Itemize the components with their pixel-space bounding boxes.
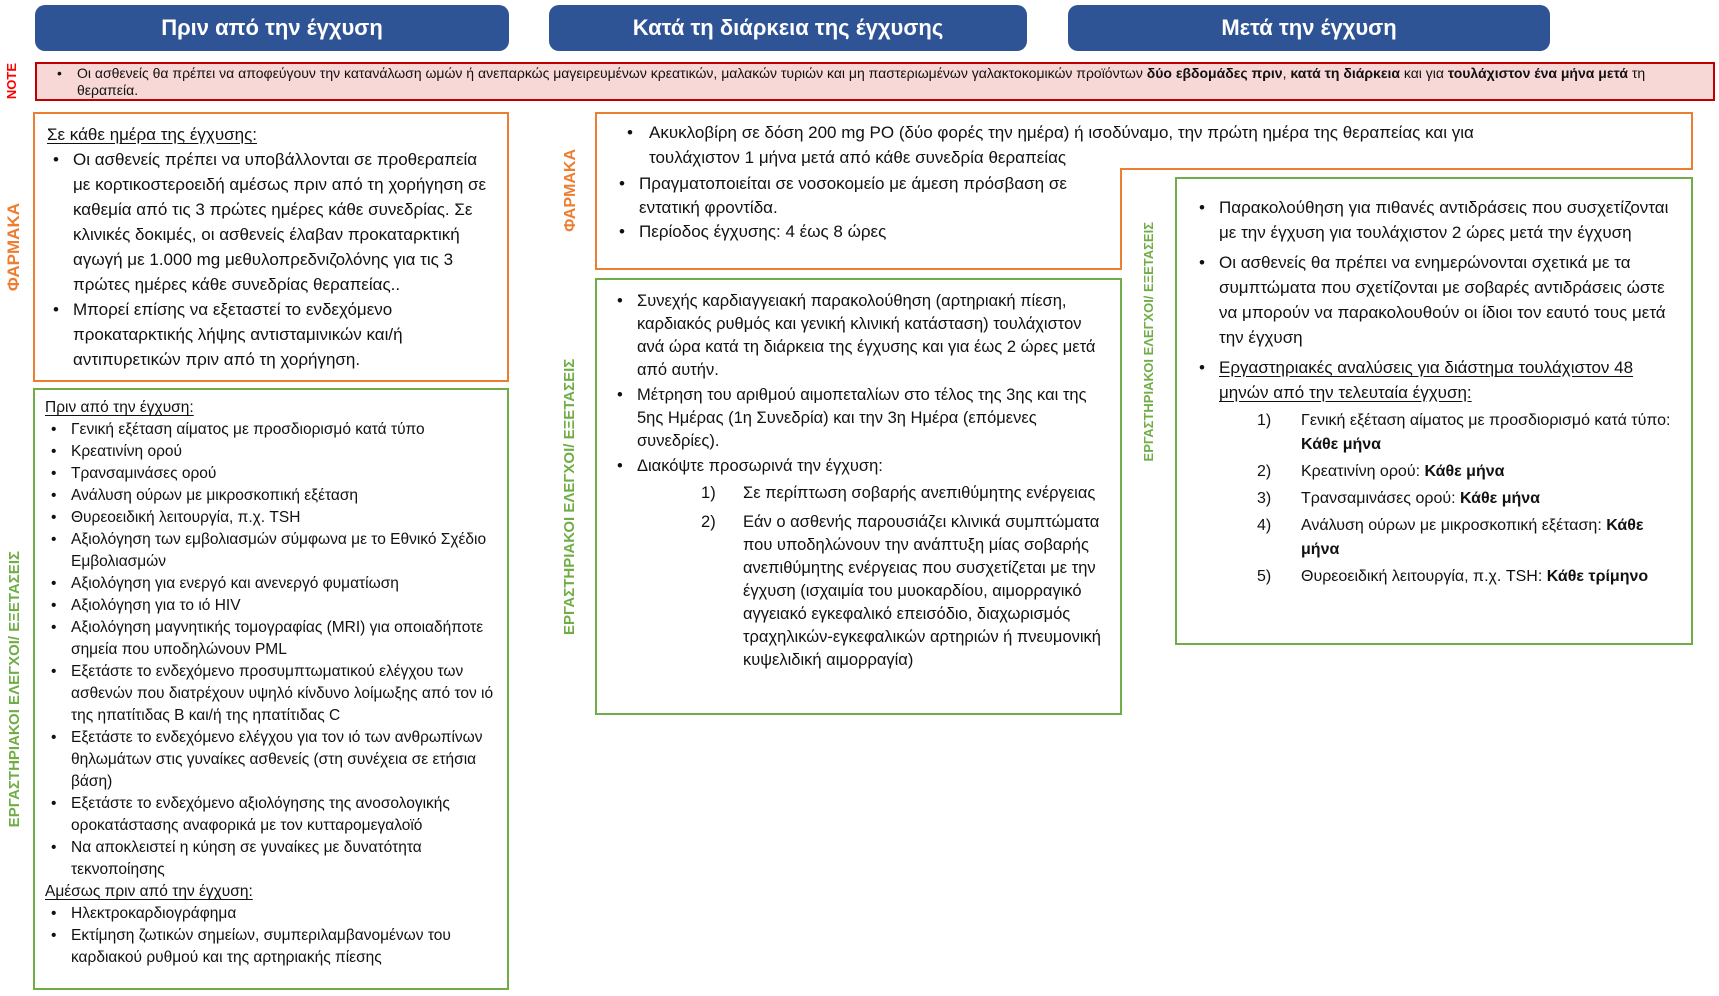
note-seg-bold: κατά τη διάρκεια bbox=[1290, 64, 1400, 81]
list-item: • Εξετάστε το ενδεχόμενο αξιολόγησης της ανοσολογικής οροκατάστασης αναφορικά με τον κυτταρομεγαλοϊό bbox=[45, 793, 499, 837]
during-lab-list bbox=[611, 290, 1108, 478]
before-lab-side-label-text: ΕΡΓΑΣΤΗΡΙΑΚΟΙ ΕΛΕΓΧΟΙ/ ΕΞΕΤΑΣΕΙΣ bbox=[5, 550, 23, 828]
list-item: Θυρεοειδική λειτουργία, π.χ. TSH: Κάθε τρίμηνο bbox=[1301, 568, 1649, 585]
list-item: Ανάλυση ούρων με μικροσκοπική εξέταση: Κάθε μήνα bbox=[1301, 517, 1644, 558]
list-item: Τρανσαμινάσες ορού: Κάθε μήνα bbox=[1301, 490, 1540, 507]
after-lab-box bbox=[1175, 177, 1693, 645]
before-lab-heading-2: Αμέσως πριν από την έγχυση: bbox=[45, 883, 253, 900]
before-lab-heading-1: Πριν από την έγχυση: bbox=[45, 399, 194, 416]
list-item: • Μέτρηση του αριθμού αιμοπεταλίων στο τέλος της 3ης και της 5ης Ημέρας (1η Συνεδρία) και την 3η Ημέρα (επόμενες συνεδρίες). bbox=[611, 384, 1108, 453]
list-item: Εάν ο ασθενής παρουσιάζει κλινικά συμπτώματα που υποδηλώνουν την ανάπτυξη μίας σοβαρής ανεπιθύμητης ενέργειας που συσχετίζεται με την έγχυση (ισχαιμία του μυοκαρδίου, αιμορραγικό αγγειακό εγκεφαλικό επεισόδιο, διαχωρισμός τραχηλικών-εγκεφαλικών αρτηριών ή πνευμονική κυψελιδική αιμορραγία) bbox=[743, 513, 1101, 669]
list-item: • Αξιολόγηση των εμβολιασμών σύμφωνα με το Εθνικό Σχέδιο Εμβολιασμών bbox=[45, 529, 499, 573]
list-item: • Αξιολόγηση για το ιό HIV bbox=[45, 595, 499, 617]
list-item: • Εξετάστε το ενδεχόμενο ελέγχου για τον ιό των ανθρωπίνων θηλωμάτων στις γυναίκες ασθενείς (στη συνέχεια σε ετήσια βάση) bbox=[45, 727, 499, 793]
after-lab-side-label bbox=[1126, 177, 1170, 507]
list-item: • Γενική εξέταση αίματος με προσδιορισμό κατά τύπο bbox=[45, 419, 499, 441]
list-item: • Αξιολόγηση μαγνητικής τομογραφίας (MRI) για οποιαδήποτε σημεία που υποδηλώνουν PML bbox=[45, 617, 499, 661]
list-item: • Περίοδος έγχυσης: 4 έως 8 ώρες bbox=[613, 220, 1110, 244]
list-item: • Οι ασθενείς θα πρέπει να ενημερώνονται σχετικά με τα συμπτώματα που σχετίζονται με σοβαρές αντιδράσεις ώστε να μπορούν να παρακολουθούν οι ίδιοι τον εαυτό τους μετά την έγχυση bbox=[1193, 250, 1677, 350]
list-item: • Οι ασθενείς πρέπει να υποβάλλονται σε προθεραπεία με κορτικοστεροειδή αμέσως πριν από τη χορήγηση σε καθεμία από τις 3 πρώτες ημέρες κάθε συνεδρίας. Σε κλινικές δοκιμές, οι ασθενείς έλαβαν προκαταρκτική αγωγή με 1.000 mg μεθυλοπρεδνιζολόνης για τις 3 πρώτες ημέρες κάθε συνεδρίας θεραπείας.. bbox=[47, 147, 497, 297]
before-drugs-side-label-text: ΦΑΡΜΑΚΑ bbox=[4, 202, 23, 292]
during-drugs-box-wide bbox=[595, 112, 1693, 170]
during-drugs-box-narrow bbox=[595, 170, 1122, 270]
list-item: Σε περίπτωση σοβαρής ανεπιθύμητης ενέργειας bbox=[743, 484, 1096, 502]
note-side-label-text: NOTE bbox=[3, 63, 19, 100]
list-item: • Κρεατινίνη ορού bbox=[45, 441, 499, 463]
list-item: • Διακόψτε προσωρινά την έγχυση: bbox=[611, 455, 1108, 478]
note-side-label bbox=[0, 62, 22, 101]
note-seg-bold: τουλάχιστον ένα μήνα μετά bbox=[1447, 64, 1628, 81]
list-item: • Αξιολόγηση για ενεργό και ανενεργό φυματίωση bbox=[45, 573, 499, 595]
after-lab-side-label-text: ΕΡΓΑΣΤΗΡΙΑΚΟΙ ΕΛΕΓΧΟΙ/ ΕΞΕΤΑΣΕΙΣ bbox=[1140, 222, 1156, 462]
during-acyclovir-bullet: • Ακυκλοβίρη σε δόση 200 mg PO (δύο φορές την ημέρα) ή ισοδύναμο, την πρώτη ημέρα της θεραπείας και για τουλάχιστον 1 μήνα μετά από κάθε συνεδρία θεραπείας bbox=[627, 120, 1551, 170]
before-drugs-heading: Σε κάθε ημέρα της έγχυσης: bbox=[47, 125, 257, 144]
during-lab-numbered-list bbox=[701, 482, 1108, 672]
header-during-infusion: Κατά τη διάρκεια της έγχυσης bbox=[549, 5, 1027, 51]
list-item: • Ηλεκτροκαρδιογράφημα bbox=[45, 903, 499, 925]
note-seg: , bbox=[1282, 64, 1291, 81]
after-lab-numbered-list bbox=[1257, 409, 1677, 589]
during-lab-side-label bbox=[546, 278, 592, 715]
list-item: • Ανάλυση ούρων με μικροσκοπική εξέταση bbox=[45, 485, 499, 507]
note-seg: Οι ασθενείς θα πρέπει να αποφεύγουν την κατανάλωση ωμών ή ανεπαρκώς μαγειρευμένων κρεατικών, μαλακών τυριών και μη παστεριωμένων γαλακτοκομικών προϊόντων bbox=[77, 64, 1147, 81]
during-lab-side-label-text: ΕΡΓΑΣΤΗΡΙΑΚΟΙ ΕΛΕΓΧΟΙ/ ΕΞΕΤΑΣΕΙΣ bbox=[560, 358, 578, 635]
list-item: Γενική εξέταση αίματος με προσδιορισμό κατά τύπο: Κάθε μήνα bbox=[1301, 412, 1671, 453]
list-item: • Παρακολούθηση για πιθανές αντιδράσεις που συσχετίζονται με την έγχυση για τουλάχιστον 2 ώρες μετά την έγχυση bbox=[1193, 195, 1677, 245]
list-item: • Να αποκλειστεί η κύηση σε γυναίκες με δυνατότητα τεκνοποίησης bbox=[45, 837, 499, 881]
header-after-infusion: Μετά την έγχυση bbox=[1068, 5, 1550, 51]
note-banner bbox=[35, 62, 1715, 101]
list-item: • Μπορεί επίσης να εξεταστεί το ενδεχόμενο προκαταρκτικής λήψης αντισταμινικών και/ή αντιπυρετικών πριν από τη χορήγηση. bbox=[47, 297, 497, 372]
list-item: • Εξετάστε το ενδεχόμενο προσυμπτωματικού ελέγχου των ασθενών που διατρέχουν υψηλό κίνδυνο λοίμωξης από τον ιό της ηπατίτιδας B και/ή της ηπατίτιδας C bbox=[45, 661, 499, 727]
before-lab-box bbox=[33, 388, 509, 990]
during-drugs-list bbox=[613, 172, 1110, 244]
during-drugs-side-label-text: ΦΑΡΜΑΚΑ bbox=[562, 148, 579, 232]
during-drugs-side-label bbox=[556, 112, 586, 268]
before-lab-side-label bbox=[2, 388, 26, 990]
list-item: Κρεατινίνη ορού: Κάθε μήνα bbox=[1301, 463, 1505, 480]
note-seg-bold: δύο εβδομάδες πριν bbox=[1146, 64, 1283, 81]
before-drugs-box bbox=[33, 112, 509, 382]
before-drugs-list bbox=[47, 147, 497, 372]
note-seg: και για bbox=[1399, 64, 1448, 81]
before-lab-list-2 bbox=[45, 903, 499, 969]
during-drugs-box-step-border bbox=[1120, 168, 1693, 170]
header-before-infusion: Πριν από την έγχυση bbox=[35, 5, 509, 51]
before-drugs-side-label bbox=[2, 112, 26, 382]
note-text bbox=[37, 65, 1713, 99]
before-lab-list-1 bbox=[45, 419, 499, 881]
list-item: • Θυρεοειδική λειτουργία, π.χ. TSH bbox=[45, 507, 499, 529]
list-item: • Συνεχής καρδιαγγειακή παρακολούθηση (αρτηριακή πίεση, καρδιακός ρυθμός και γενική κλινική κατάσταση) τουλάχιστον ανά ώρα κατά τη διάρκεια της έγχυσης και για έως 2 ώρες μετά από αυτήν. bbox=[611, 290, 1108, 382]
list-item: • Πραγματοποιείται σε νοσοκομείο με άμεση πρόσβαση σε εντατική φροντίδα. bbox=[613, 172, 1110, 220]
list-item: • Εκτίμηση ζωτικών σημείων, συμπεριλαμβανομένων του καρδιακού ρυθμού και της αρτηριακής πίεσης bbox=[45, 925, 499, 969]
note-seg: τη θεραπεία. bbox=[77, 64, 1646, 98]
after-lab-list bbox=[1193, 195, 1677, 350]
list-item: • Τρανσαμινάσες ορού bbox=[45, 463, 499, 485]
after-lab-analyses-heading-text: Εργαστηριακές αναλύσεις για διάστημα τουλάχιστον 48 μηνών από την τελευταία έγχυση: bbox=[1219, 358, 1634, 402]
during-lab-box bbox=[595, 278, 1122, 715]
after-lab-analyses-heading bbox=[1193, 355, 1677, 405]
